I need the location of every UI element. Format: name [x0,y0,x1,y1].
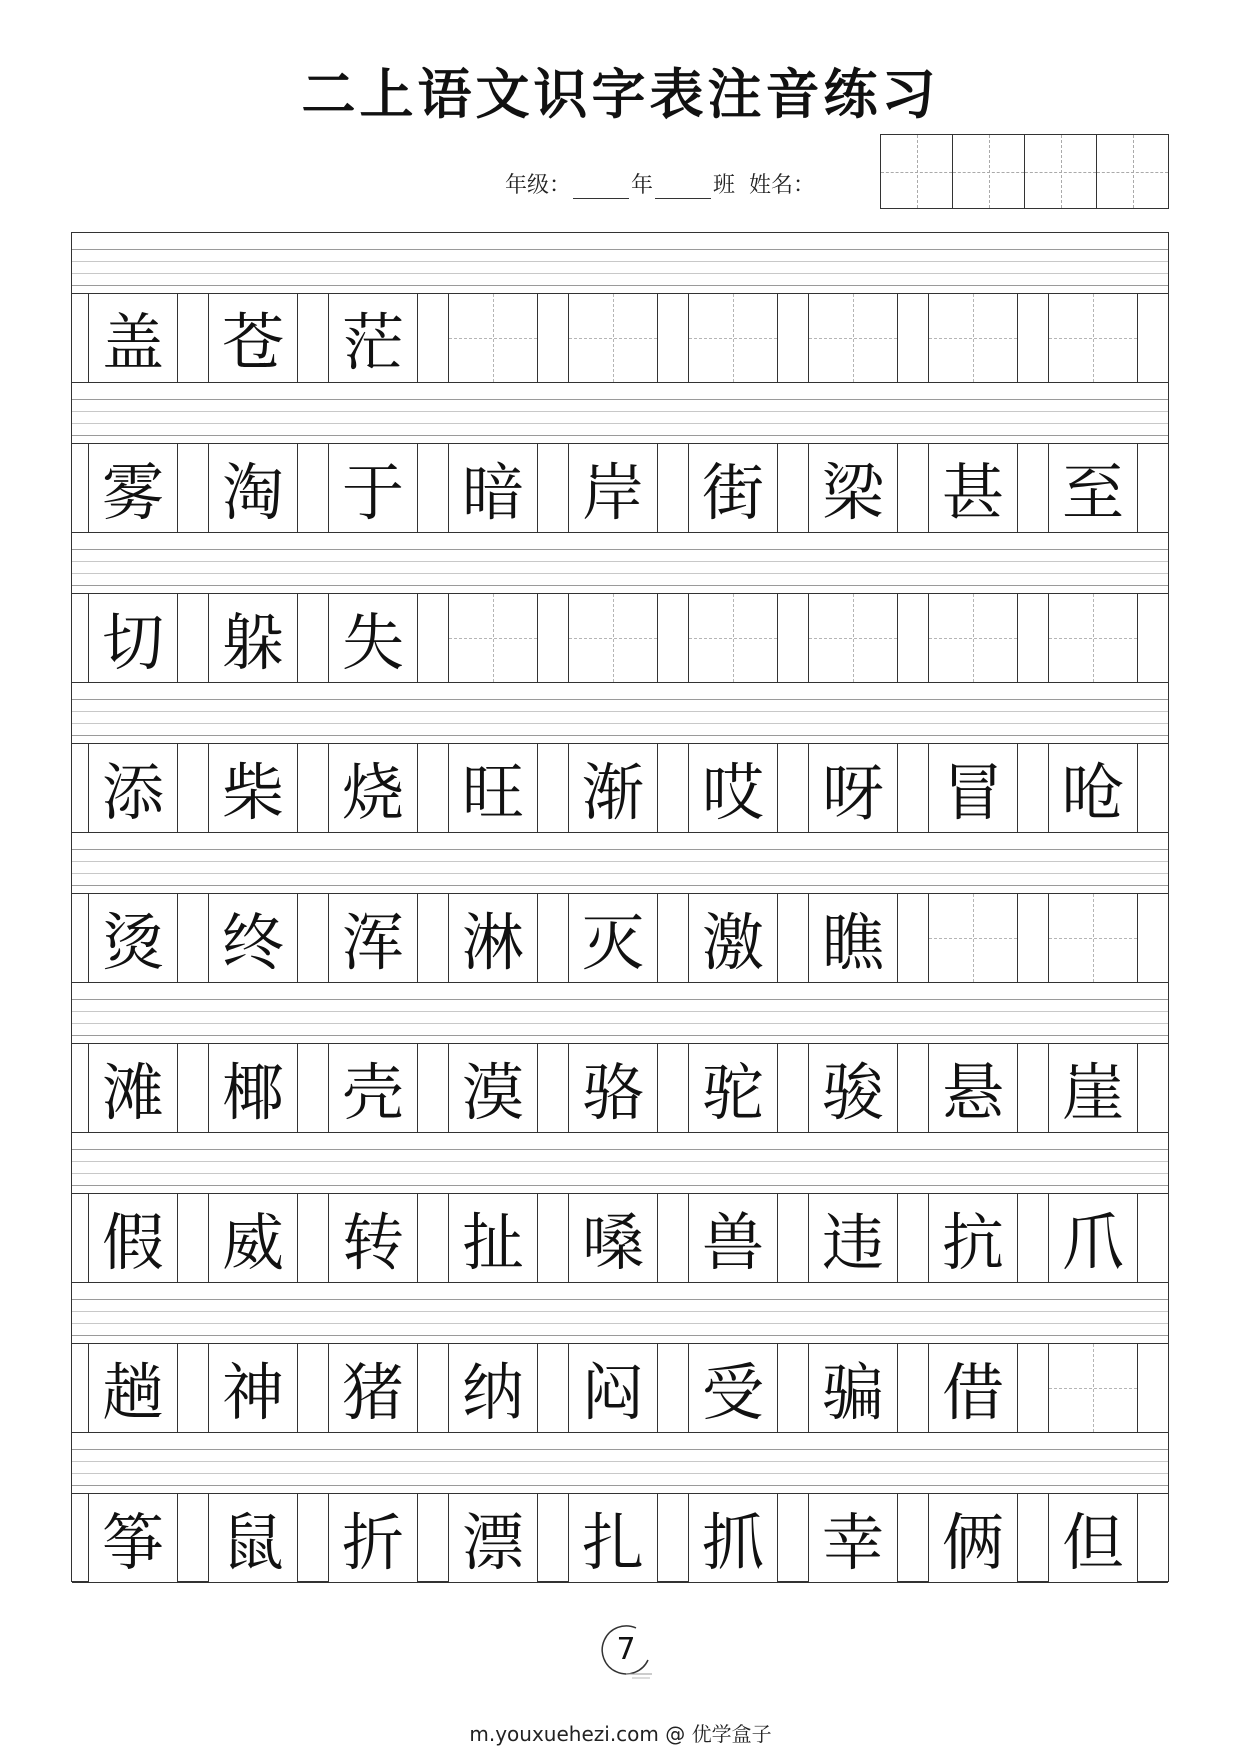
name-writing-boxes [880,134,1169,209]
character-cell [88,443,178,533]
character-cell [808,893,898,983]
character-cell [688,443,778,533]
character-cell [88,1193,178,1283]
hanzi-character: 威 [209,1194,297,1282]
character-cell [448,1193,538,1283]
class-blank[interactable] [655,176,711,199]
character-cell [448,1493,538,1583]
cell-band [72,293,1168,383]
page-number: 7 [616,1632,636,1667]
pinyin-lines[interactable] [72,237,1168,297]
empty-practice-cell[interactable] [808,293,898,383]
character-row [72,233,1168,383]
character-cell [808,1493,898,1583]
hanzi-character: 抓 [689,1494,777,1582]
empty-practice-cell[interactable] [1048,293,1138,383]
hanzi-character: 椰 [209,1044,297,1132]
hanzi-character: 漠 [449,1044,537,1132]
pinyin-lines[interactable] [72,537,1168,597]
empty-practice-cell[interactable] [568,593,658,683]
character-row [72,533,1168,683]
hanzi-character: 浑 [329,894,417,982]
character-cell [808,443,898,533]
pinyin-lines[interactable] [72,687,1168,747]
character-cell [928,443,1018,533]
character-cell [688,743,778,833]
character-cell [88,1043,178,1133]
hanzi-character: 梁 [809,444,897,532]
hanzi-character: 哎 [689,744,777,832]
character-cell [688,1493,778,1583]
cell-band [72,593,1168,683]
pinyin-lines[interactable] [72,837,1168,897]
hanzi-character: 至 [1049,444,1137,532]
character-cell [328,893,418,983]
cell-band [72,743,1168,833]
character-cell [88,593,178,683]
hanzi-character: 幸 [809,1494,897,1582]
hanzi-character: 骗 [809,1344,897,1432]
hanzi-character: 渐 [569,744,657,832]
character-cell [688,1343,778,1433]
hanzi-character: 抗 [929,1194,1017,1282]
character-cell [928,1043,1018,1133]
hanzi-character: 扎 [569,1494,657,1582]
cell-band [72,1043,1168,1133]
empty-practice-cell[interactable] [928,293,1018,383]
character-cell [448,443,538,533]
hanzi-character: 骆 [569,1044,657,1132]
character-cell [1048,1493,1138,1583]
empty-practice-cell[interactable] [568,293,658,383]
hanzi-character: 于 [329,444,417,532]
character-cell [568,743,658,833]
hanzi-character: 神 [209,1344,297,1432]
cell-band [72,1343,1168,1433]
character-cell [328,593,418,683]
hanzi-character: 滩 [89,1044,177,1132]
hanzi-character: 呀 [809,744,897,832]
hanzi-character: 猪 [329,1344,417,1432]
character-row [72,1433,1168,1583]
cell-band [72,443,1168,533]
character-row [72,983,1168,1133]
hanzi-character: 烫 [89,894,177,982]
page-title: 二上语文识字表注音练习 [301,63,940,126]
pinyin-lines[interactable] [72,387,1168,447]
hanzi-character: 瞧 [809,894,897,982]
character-cell [568,443,658,533]
character-row [72,833,1168,983]
hanzi-character: 但 [1049,1494,1137,1582]
hanzi-character: 假 [89,1194,177,1282]
hanzi-character: 折 [329,1494,417,1582]
hanzi-character: 崖 [1049,1044,1137,1132]
hanzi-character: 呛 [1049,744,1137,832]
character-cell [688,1193,778,1283]
character-cell [568,1343,658,1433]
hanzi-character: 俩 [929,1494,1017,1582]
hanzi-character: 茫 [329,294,417,382]
character-row [72,683,1168,833]
character-cell [208,1343,298,1433]
hanzi-character: 兽 [689,1194,777,1282]
hanzi-character: 纳 [449,1344,537,1432]
hanzi-character: 筝 [89,1494,177,1582]
character-cell [208,1193,298,1283]
year-label: 年 [631,173,654,198]
empty-practice-cell[interactable] [1048,893,1138,983]
hanzi-character: 烧 [329,744,417,832]
character-row [72,1133,1168,1283]
character-cell [808,1043,898,1133]
cell-band [72,893,1168,983]
empty-practice-cell[interactable] [808,593,898,683]
grade-label: 年级： [505,173,572,198]
hanzi-character: 盖 [89,294,177,382]
character-cell [208,1043,298,1133]
character-cell [928,1193,1018,1283]
character-cell [88,1343,178,1433]
character-cell [448,893,538,983]
hanzi-character: 躲 [209,594,297,682]
name-box[interactable] [953,135,1025,208]
practice-sheet [71,232,1169,1582]
character-row [72,383,1168,533]
character-cell [568,1493,658,1583]
hanzi-character: 失 [329,594,417,682]
hanzi-character: 鼠 [209,1494,297,1582]
character-cell [88,293,178,383]
character-cell [208,443,298,533]
name-box[interactable] [1097,135,1168,208]
cell-band [72,1193,1168,1283]
hanzi-character: 受 [689,1344,777,1432]
hanzi-character: 转 [329,1194,417,1282]
character-cell [688,893,778,983]
character-cell [208,293,298,383]
hanzi-character: 暗 [449,444,537,532]
character-cell [88,743,178,833]
character-cell [208,1493,298,1583]
empty-practice-cell[interactable] [928,893,1018,983]
character-cell [208,743,298,833]
empty-practice-cell[interactable] [688,593,778,683]
pinyin-lines[interactable] [72,1437,1168,1497]
character-cell [1048,1043,1138,1133]
hanzi-character: 岸 [569,444,657,532]
hanzi-character: 苍 [209,294,297,382]
hanzi-character: 冒 [929,744,1017,832]
character-cell [448,1343,538,1433]
name-box[interactable] [1025,135,1097,208]
character-cell [568,1193,658,1283]
character-cell [568,1043,658,1133]
name-box[interactable] [881,135,953,208]
empty-practice-cell[interactable] [1048,593,1138,683]
character-cell [808,1193,898,1283]
hanzi-character: 违 [809,1194,897,1282]
empty-practice-cell[interactable] [928,593,1018,683]
hanzi-character: 甚 [929,444,1017,532]
hanzi-character: 淘 [209,444,297,532]
hanzi-character: 驼 [689,1044,777,1132]
character-cell [928,1493,1018,1583]
character-cell [1048,443,1138,533]
pinyin-lines[interactable] [72,1287,1168,1347]
hanzi-character: 扯 [449,1194,537,1282]
name-label: 姓名： [749,173,816,198]
cell-band [72,1493,1168,1583]
character-cell [208,893,298,983]
hanzi-character: 借 [929,1344,1017,1432]
hanzi-character: 闷 [569,1344,657,1432]
character-row [72,1283,1168,1433]
character-cell [928,743,1018,833]
character-cell [328,1043,418,1133]
hanzi-character: 淋 [449,894,537,982]
hanzi-character: 柴 [209,744,297,832]
character-cell [808,1343,898,1433]
character-cell [808,743,898,833]
character-cell [328,1193,418,1283]
class-label: 班 [713,173,736,198]
pinyin-lines[interactable] [72,987,1168,1047]
hanzi-character: 街 [689,444,777,532]
hanzi-character: 骏 [809,1044,897,1132]
hanzi-character: 爪 [1049,1194,1137,1282]
hanzi-character: 激 [689,894,777,982]
character-cell [328,743,418,833]
character-cell [568,893,658,983]
hanzi-character: 悬 [929,1044,1017,1132]
hanzi-character: 壳 [329,1044,417,1132]
character-cell [928,1343,1018,1433]
hanzi-character: 添 [89,744,177,832]
character-cell [208,593,298,683]
grade-blank[interactable] [573,176,629,199]
character-cell [328,293,418,383]
hanzi-character: 漂 [449,1494,537,1582]
hanzi-character: 旺 [449,744,537,832]
character-cell [328,1493,418,1583]
character-cell [1048,1193,1138,1283]
character-cell [328,443,418,533]
hanzi-character: 趟 [89,1344,177,1432]
character-cell [88,1493,178,1583]
character-cell [448,743,538,833]
empty-practice-cell[interactable] [448,293,538,383]
character-cell [88,893,178,983]
footer-watermark: m.youxuehezi.com @ 优学盒子 [469,1722,772,1746]
character-cell [448,1043,538,1133]
empty-practice-cell[interactable] [1048,1343,1138,1433]
character-cell [328,1343,418,1433]
hanzi-character: 灭 [569,894,657,982]
character-cell [1048,743,1138,833]
pinyin-lines[interactable] [72,1137,1168,1197]
student-info [505,168,815,199]
hanzi-character: 切 [89,594,177,682]
hanzi-character: 雾 [89,444,177,532]
character-cell [688,1043,778,1133]
hanzi-character: 终 [209,894,297,982]
empty-practice-cell[interactable] [448,593,538,683]
empty-practice-cell[interactable] [688,293,778,383]
hanzi-character: 嗓 [569,1194,657,1282]
